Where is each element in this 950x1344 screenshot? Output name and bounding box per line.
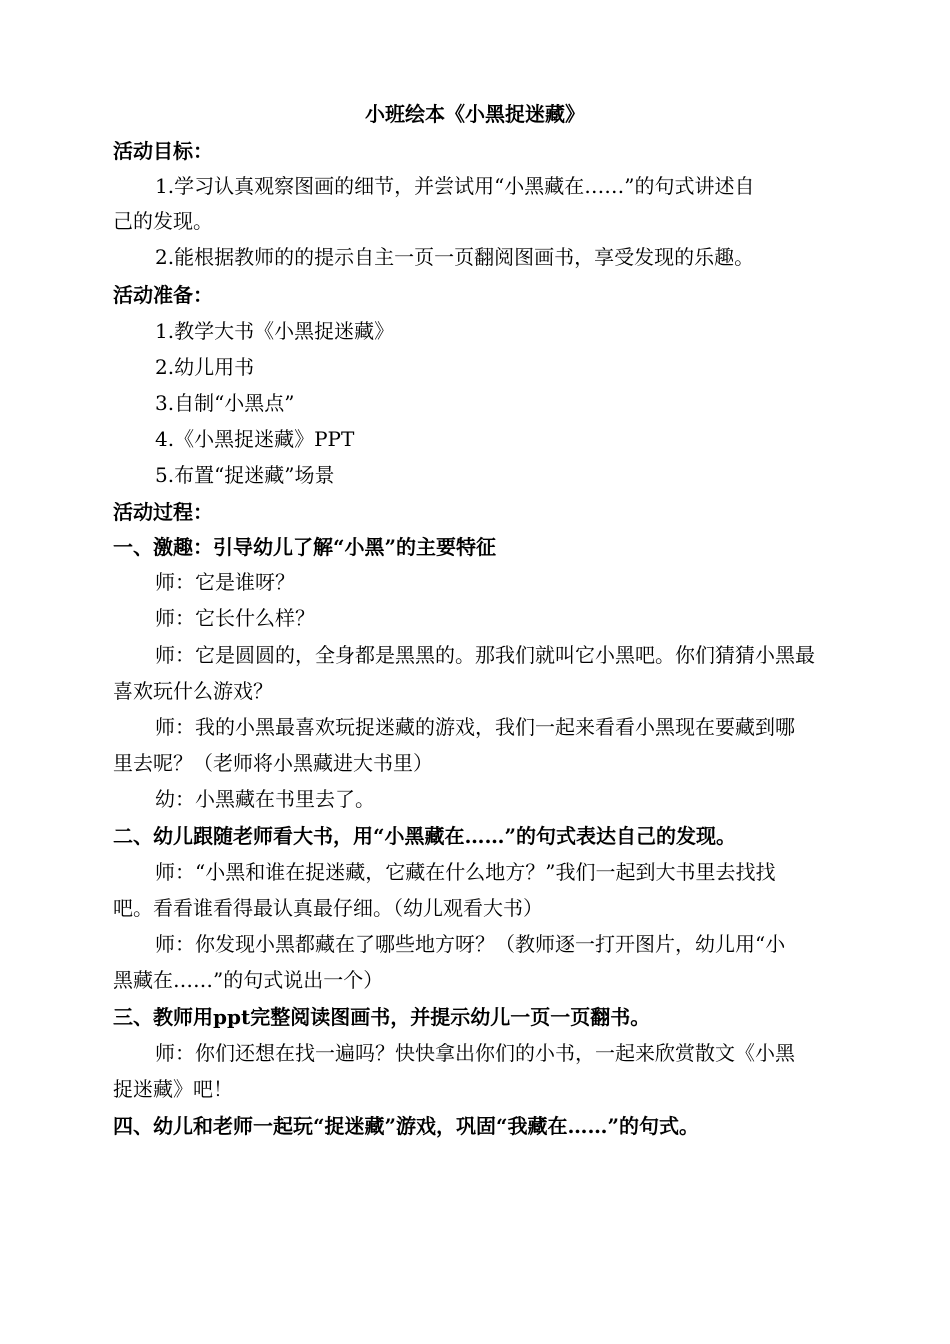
section-heading-preparation: 活动准备： [113, 283, 213, 307]
step-2-line-2b: 黑藏在……”的句式说出一个） [113, 968, 384, 992]
prep-item-2: 2.幼儿用书 [155, 355, 255, 379]
step-1-line-5: 幼：小黑藏在书里去了。 [155, 787, 375, 811]
step-1-heading: 一、激趣：引导幼儿了解“小黑”的主要特征 [113, 535, 497, 559]
step-3-heading: 三、教师用ppt完整阅读图画书，并提示幼儿一页一页翻书。 [113, 1005, 651, 1029]
step-1-line-3b: 喜欢玩什么游戏？ [113, 679, 273, 703]
step-2-line-1b: 吧。看看谁看得最认真最仔细。（幼儿观看大书） [113, 896, 543, 920]
prep-item-1: 1.教学大书《小黑捉迷藏》 [155, 319, 395, 343]
step-3-line-1b: 捉迷藏》吧！ [113, 1077, 233, 1101]
prep-item-5: 5.布置“捉迷藏”场景 [155, 463, 335, 487]
step-3-line-1a: 师：你们还想在找一遍吗？快快拿出你们的小书，一起来欣赏散文《小黑 [155, 1041, 795, 1065]
step-1-line-3a: 师：它是圆圆的，全身都是黑黑的。那我们就叫它小黑吧。你们猜猜小黑最 [155, 643, 815, 667]
goal-1-line-2: 己的发现。 [113, 209, 213, 233]
step-1-line-2: 师：它长什么样？ [155, 606, 315, 630]
step-4-heading: 四、幼儿和老师一起玩“捉迷藏”游戏，巩固“我藏在……”的句式。 [113, 1114, 700, 1138]
step-2-heading: 二、幼儿跟随老师看大书，用“小黑藏在……”的句式表达自己的发现。 [113, 824, 737, 848]
step-1-line-4b: 里去呢？（老师将小黑藏进大书里） [113, 751, 433, 775]
goal-1-line-1: 1.学习认真观察图画的细节，并尝试用“小黑藏在……”的句式讲述自 [155, 174, 755, 198]
prep-item-3: 3.自制“小黑点” [155, 391, 295, 415]
prep-item-4: 4.《小黑捉迷藏》PPT [155, 427, 355, 451]
goal-2: 2.能根据教师的的提示自主一页一页翻阅图画书，享受发现的乐趣。 [155, 245, 755, 269]
document-title: 小班绘本《小黑捉迷藏》 [365, 102, 585, 126]
section-heading-goals: 活动目标： [113, 139, 213, 163]
step-2-line-2a: 师：你发现小黑都藏在了哪些地方呀？（教师逐一打开图片，幼儿用“小 [155, 932, 786, 956]
step-1-line-1: 师：它是谁呀？ [155, 570, 295, 594]
step-2-line-1a: 师：“小黑和谁在捉迷藏，它藏在什么地方？”我们一起到大书里去找找 [155, 860, 776, 884]
step-1-line-4a: 师：我的小黑最喜欢玩捉迷藏的游戏，我们一起来看看小黑现在要藏到哪 [155, 715, 795, 739]
section-heading-process: 活动过程： [113, 500, 213, 524]
